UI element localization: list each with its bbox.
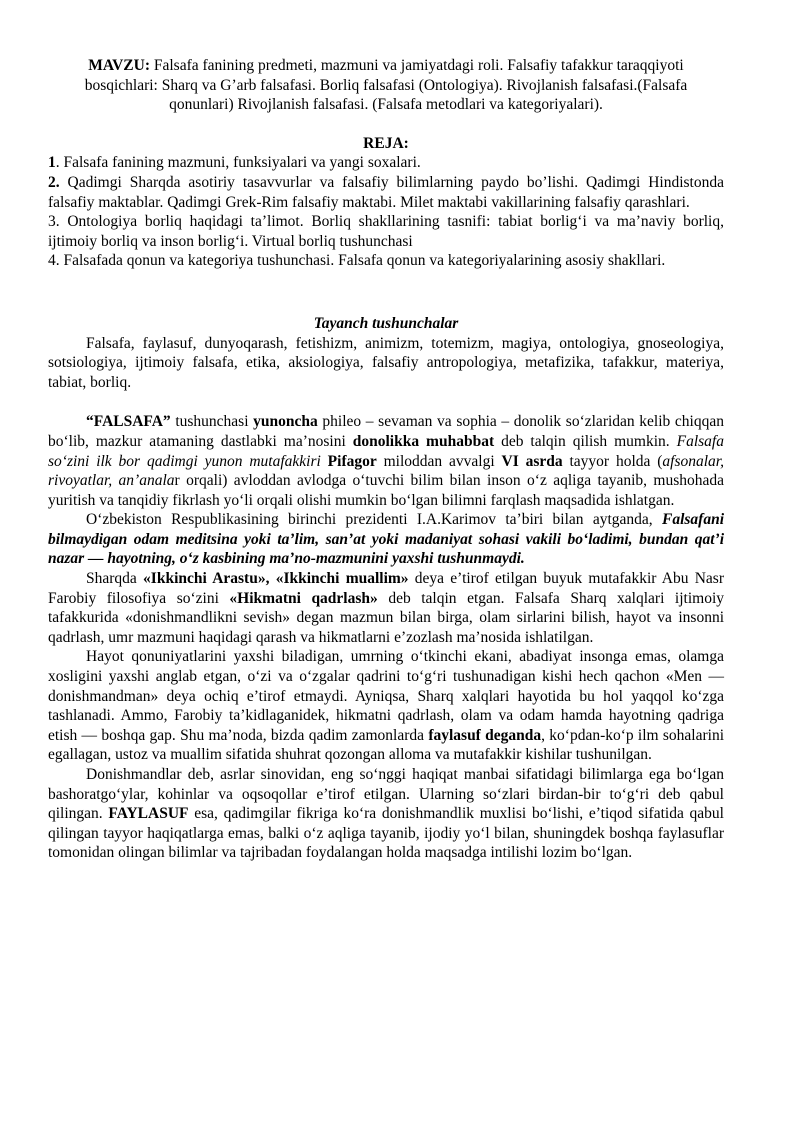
reja-title [48,134,724,154]
hikmatni-qadrlash-term: «Hikmatni qadrlash» [229,589,378,607]
yunoncha-term: yunoncha [253,413,318,431]
reja-item-1-text: . Falsafa fanining mazmuni, funksiyalari va yangi soxalari. [55,154,421,172]
ikkinchi-arastu-term: «Ikkinchi Arastu», «Ikkinchi muallim» [143,570,409,588]
italic-span: Falsafa so‘zini ilk bor qadimgi yunon mutafakkiri [48,432,724,470]
text-span: , ko‘pdan-ko‘p ilm sohalarini egallagan, ustoz va muallim sifatida shuhrat qozongan alloma va mutafakkir kishilar tushunilgan. [48,726,725,764]
text-span: deb talqin qilish mumkin. [494,432,677,450]
tayanch-title-text: Tayanch tushunchalar [313,314,459,332]
paragraph-hayot [48,647,724,765]
vi-asrda-term: VI asrda [501,452,563,470]
paragraph-donishmandlar [48,765,724,863]
text-span: deya e’tirof etilgan buyuk mutafakkir Abu Nasr Farobiy filosofiya so‘zini [48,570,724,607]
pifagor-term: Pifagor [327,452,377,470]
text-span: Donishmandlar deb, asrlar sinovidan, eng so‘nggi haqiqat manbai sifatidagi bilimlarga ega bo‘lgan bashoratgo‘ylar, kohinlar va oqsoqollar e’tirof etilgan. Ularning so‘zlari birdan-bir to‘g‘ri deb qabul qilingan. [48,766,724,823]
mavzu-text: Falsafa fanining predmeti, mazmuni va jamiyatdagi roli. Falsafiy tafakkur taraqqiyoti bosqichlari: Sharq va G’arb falsafasi. Borliq falsafasi (Ontologiya). Rivojlanish falsafasi.(Falsafa qonunlari) Rivojlanish falsafasi. (Falsafa metodlari va kategoriyalari). [84,57,688,114]
paragraph-falsafa-definition [48,412,724,510]
reja-item-3: 3. Ontologiya borliq haqidagi ta’limot. Borliq shakllarining tasnifi: tabiat borlig‘i va ma’naviy borliq, ijtimoiy borliq va inson borlig‘i. Virtual borliq tushunchasi [48,213,724,250]
paragraph-karimov-quote [48,510,724,569]
text-span: phileo – sevaman va sophia – donolik so‘zlaridan kelib chiqqan bo‘lib, mazkur atamaning dastlabki ma’nosini [48,413,724,450]
text-span: O‘zbekiston Respublikasining birinchi prezidenti I.A.Karimov ta’biri bilan aytganda, [86,511,662,529]
faylasuf-deganda-term: faylasuf deganda [428,726,542,744]
topic-heading [48,56,724,115]
faylasuf-term: FAYLASUF [108,805,189,823]
italic-span: afsonalar, rivoyatlar, an’anala [48,452,724,490]
reja-item-2-text: Qadimgi Sharqda asotiriy tasavvurlar va falsafiy bilimlarning paydo bo’lishi. Qadimgi Hindistonda falsafiy maktablar. Qadimgi Grek-Rim falsafiy maktabi. Milet maktabi vakillarining falsafiy qarashlari. [48,173,724,211]
reja-item-1-number: 1 [48,154,56,172]
reja-item-2 [48,173,724,212]
text-span: esa, qadimgilar fikriga ko‘ra donishmandlik muxlisi bo‘lishi, e’tiqod sifatida qabul qilingan tayyor haqiqatlarga emas, balki o‘z aqliga tayanib, ijodiy yo‘l bilan, shuningdek boshqa faylasuflar tomonidan olingan bilimlar va tajribadan foydalangan holda maqsadga intilishi lozim bo‘lgan. [48,805,724,862]
text-span [321,453,328,470]
reja-title-text: REJA: [363,134,409,152]
reja-item-1 [48,153,724,173]
mavzu-label: MAVZU: [88,57,150,74]
text-span: tushunchasi [170,413,254,431]
text-span: tayyor holda ( [562,452,663,470]
text-span: r orqali) avloddan avlodga o‘tuvchi bilim bilan inson o‘z aqliga tayanib, mushohada yuritish va tanqidiy fikrlash yo‘li orqali olishi mumkin bo‘lgan bilimni farqlash maqsadida ishlatgan. [48,472,725,509]
tayanch-text: Falsafa, faylasuf, dunyoqarash, fetishizm, animizm, totemizm, magiya, ontologiya, gnoseologiya, sotsiologiya, ijtimoiy falsafa, etika, aksiologiya, falsafiy antropologiya, metafizika, tafakkur, materiya, tabiat, borliq. [48,334,724,391]
paragraph-farobiy [48,569,724,647]
document-body [48,56,724,863]
quote-text: Falsafani bilmaydigan odam meditsina yoki ta’lim, san’at yoki madaniyat sohasi vakili bo‘ladimi, bundan qat’i nazar — hayotning, o‘z kasbining ma’no-mazmunini yaxshi tushunmaydi. [48,511,724,568]
donolikka-muhabbat-term: donolikka muhabbat [352,432,495,450]
text-span: miloddan avvalgi [376,452,502,470]
falsafa-term: “FALSAFA” [86,413,171,431]
text-span: deb talqin etgan. Falsafa Sharq xalqlari ijtimoiy tafakkurida «donishmandlikni sevish» degan mazmun bilan birga, olam sirlarini bilish, hayot va insonni qadrlash, umr mazmuni haqidagi qarash va hikmatlarni e’zozlash ma’nosida ishlatilgan. [48,589,725,646]
text-span: Sharqda [86,570,144,588]
text-span: Hayot qonuniyatlarini yaxshi biladigan, umrning o‘tkinchi ekani, abadiyat insonga emas, olamga xosligini yaxshi anglab etgan, o‘zi va o‘zgalar qadrini to‘g‘ri tushunadigan kishi hech qachon «Men — donishmandman» deya ochiq e’tirof etmaydi. Ayniqsa, Sharq xalqlari hayotida bu hol yaqqol ko‘zga tashlanadi. Ammo, Farobiy ta’kidlaganidek, hikmatni qadrlash, olam va odam hamda hayotning qadriga etish — boshqa gap. Shu ma’noda, bizda qadim zamonlarda [48,648,724,744]
tayanch-title [48,314,724,334]
reja-item-4: 4. Falsafada qonun va kategoriya tushunchasi. Falsafa qonun va kategoriyalarining asosiy shakllari. [48,252,666,270]
reja-item-2-number: 2. [48,173,60,191]
